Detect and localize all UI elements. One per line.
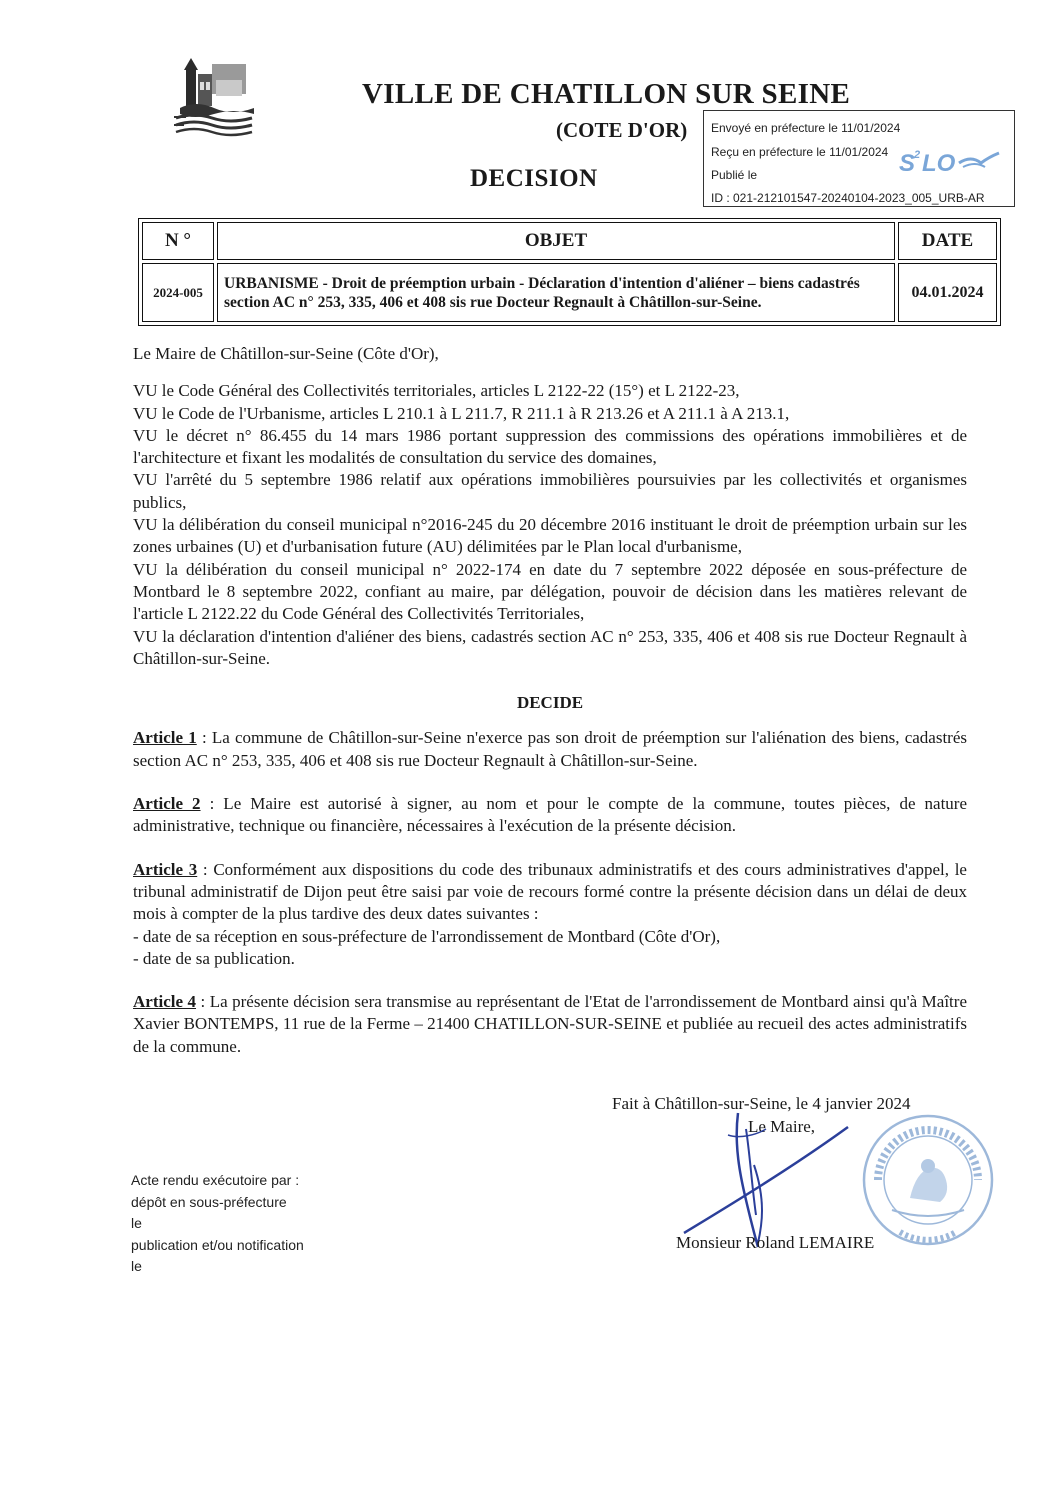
article-3: [133, 859, 967, 970]
consideration: VU le Code Général des Collectivités territoriales, articles L 2122-22 (15°) et L 2122-23,: [133, 381, 740, 401]
execution-notice: [131, 1170, 304, 1278]
city-logo: [170, 58, 262, 138]
article-text: : La présente décision sera transmise au représentant de l'Etat de l'arrondissement de Montbard ainsi qu'à Maître Xavier BONTEMPS, 11 rue de la Ferme – 21400 CHATILLON-SUR-SEINE et publiée au recueil des actes administratifs de la commune.: [133, 992, 967, 1056]
article-1: [133, 727, 967, 772]
decision-object: URBANISME - Droit de préemption urbain - Déclaration d'intention d'aliéner – biens cadastrés section AC n° 253, 335, 406 et 408 sis rue Docteur Regnault à Châtillon-sur-Seine.: [217, 263, 895, 322]
execution-line: le: [131, 1215, 142, 1231]
consideration: VU la délibération du conseil municipal n°2016-245 du 20 décembre 2016 instituant le droit de préemption urbain sur les zones urbaines (U) et d'urbanisation future (AU) délimitées par le Plan local d'urbanisme,: [133, 515, 967, 557]
decision-date: 04.01.2024: [898, 263, 997, 322]
stamp-id: ID : 021-212101547-20240104-2023_005_URB-AR: [711, 191, 985, 205]
header-number: N °: [142, 222, 214, 260]
consideration: VU la délibération du conseil municipal n° 2022-174 en date du 7 septembre 2022 déposée en sous-préfecture de Montbard le 8 septembre 2022, confiant au maire, par délégation, pouvoir de décision dans les matières relevant de l'article L 2122.22 du Code Général des Collectivités Territoriales,: [133, 559, 967, 624]
article-label: Article 4: [133, 992, 197, 1012]
consideration: VU le Code de l'Urbanisme, articles L 210.1 à L 211.7, R 211.1 à R 213.26 et A 211.1 à A 213.1,: [133, 403, 790, 423]
execution-line: dépôt en sous-préfecture: [131, 1193, 287, 1210]
article-label: Article 1: [133, 728, 197, 748]
execution-line: publication et/ou notification: [131, 1236, 304, 1253]
article-text: : Conformément aux dispositions du code des tribunaux administratifs et des cours administratives d'appel, le tribunal administratif de Dijon peut être saisi par voie de recours formé contre la présente décision dans un délai de deux mois à compter de la plus tardive des deux dates suivantes :: [133, 859, 967, 924]
article-item: - date de sa réception en sous-préfecture de l'arrondissement de Montbard (Côte d'Or),: [133, 926, 721, 946]
execution-line: Acte rendu exécutoire par :: [131, 1172, 300, 1188]
consideration: VU l'arrêté du 5 septembre 1986 relatif aux opérations immobilières poursuivies par les collectivités et organismes publics,: [133, 470, 967, 512]
article-label: Article 2: [133, 794, 201, 814]
decision-body: [133, 343, 967, 1079]
stamp-received: Reçu en préfecture le 11/01/2024: [711, 145, 889, 159]
header-date: DATE: [898, 222, 997, 260]
article-4: [133, 991, 967, 1058]
header-object: OBJET: [217, 222, 895, 260]
consideration: VU le décret n° 86.455 du 14 mars 1986 portant suppression des commissions des opérations immobilières et de l'architecture et fixant les modalités de consultation du service des domaines,: [133, 425, 967, 468]
department-label: (COTE D'OR): [556, 118, 688, 142]
article-text: : La commune de Châtillon-sur-Seine n'exerce pas son droit de préemption sur l'aliénation des biens, cadastrés section AC n° 253, 335, 406 et 408 sis rue Docteur Regnault à Châtillon-sur-Seine.: [133, 728, 967, 770]
stamp-published: Publié le: [711, 168, 758, 182]
signer-role: Le Maire,: [748, 1117, 816, 1136]
city-title: VILLE DE CHATILLON SUR SEINE: [362, 78, 851, 110]
execution-line: le: [131, 1258, 142, 1274]
document-type: DECISION: [470, 165, 598, 192]
svg-text:LO: LO: [922, 150, 956, 177]
article-text: : Le Maire est autorisé à signer, au nom et pour le compte de la commune, toutes pièces, de nature administrative, technique ou financière, nécessaires à l'exécution de la présente décision.: [133, 794, 967, 836]
stamp-sent: Envoyé en préfecture le 11/01/2024: [711, 121, 901, 135]
s2lo-logo: [897, 145, 1002, 179]
article-2: [133, 793, 967, 838]
decision-number: 2024-005: [142, 263, 214, 322]
decide-heading: DECIDE: [516, 693, 584, 713]
article-label: Article 3: [133, 859, 198, 879]
intro-line: Le Maire de Châtillon-sur-Seine (Côte d'Or),: [133, 344, 439, 363]
svg-text:S: S: [899, 150, 916, 177]
article-item: - date de sa publication.: [133, 948, 295, 968]
decision-table: [138, 218, 1001, 326]
svg-text:2: 2: [914, 149, 921, 161]
place-date: Fait à Châtillon-sur-Seine, le 4 janvier 2024: [612, 1094, 911, 1113]
consideration: VU la déclaration d'intention d'aliéner des biens, cadastrés section AC n° 253, 335, 406 et 408 sis rue Docteur Regnault à Châtillon-sur-Seine.: [133, 626, 967, 668]
signer-name: Monsieur Roland LEMAIRE: [676, 1233, 875, 1252]
municipal-seal: [858, 1110, 998, 1250]
